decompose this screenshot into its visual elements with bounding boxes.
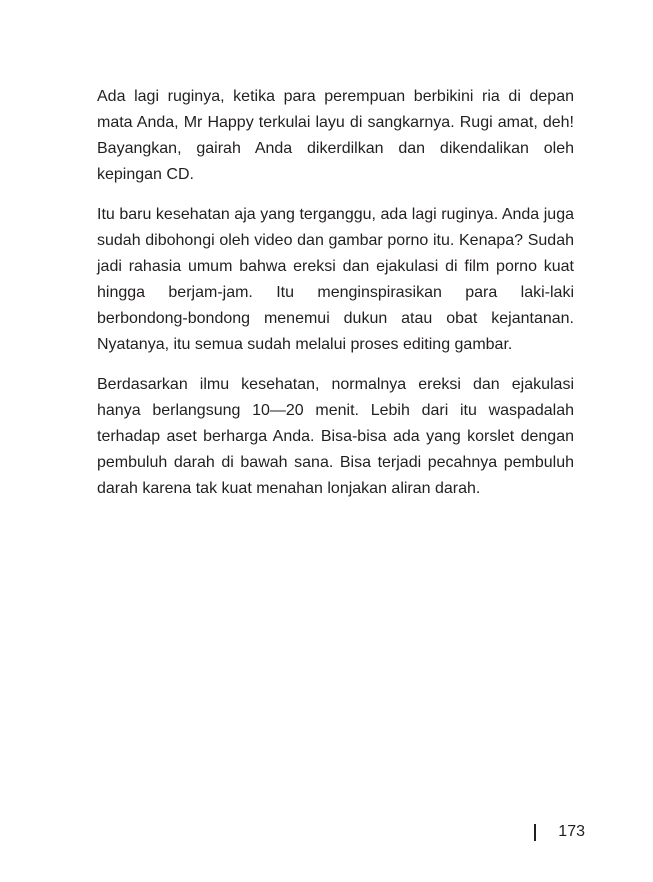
- page-number: 173: [558, 823, 585, 840]
- page-number-divider: [534, 824, 536, 841]
- paragraph: Itu baru kesehatan aja yang terganggu, ada lagi ruginya. Anda juga sudah dibohongi oleh video dan gambar porno itu. Kenapa? Sudah jadi rahasia umum bahwa ereksi dan ejakulasi di film porno kuat hingga berjam-jam. Itu menginspirasikan para laki-laki berbondong-bondong menemui dukun atau obat kejantanan. Nyatanya, itu semua sudah melalui proses editing gambar.: [97, 206, 574, 353]
- paragraph: Ada lagi ruginya, ketika para perempuan berbikini ria di depan mata Anda, Mr Happy terkulai layu di sangkarnya. Rugi amat, deh! Bayangkan, gairah Anda dikerdilkan dan dikendalikan oleh kepingan CD.: [97, 88, 574, 183]
- body-text: [97, 84, 574, 516]
- page-footer: [534, 820, 585, 844]
- paragraph: Berdasarkan ilmu kesehatan, normalnya ereksi dan ejakulasi hanya berlangsung 10—20 menit. Lebih dari itu waspadalah terhadap aset berharga Anda. Bisa-bisa ada yang korslet dengan pembuluh darah di bawah sana. Bisa terjadi pecahnya pembuluh darah karena tak kuat menahan lonjakan aliran darah.: [97, 376, 574, 497]
